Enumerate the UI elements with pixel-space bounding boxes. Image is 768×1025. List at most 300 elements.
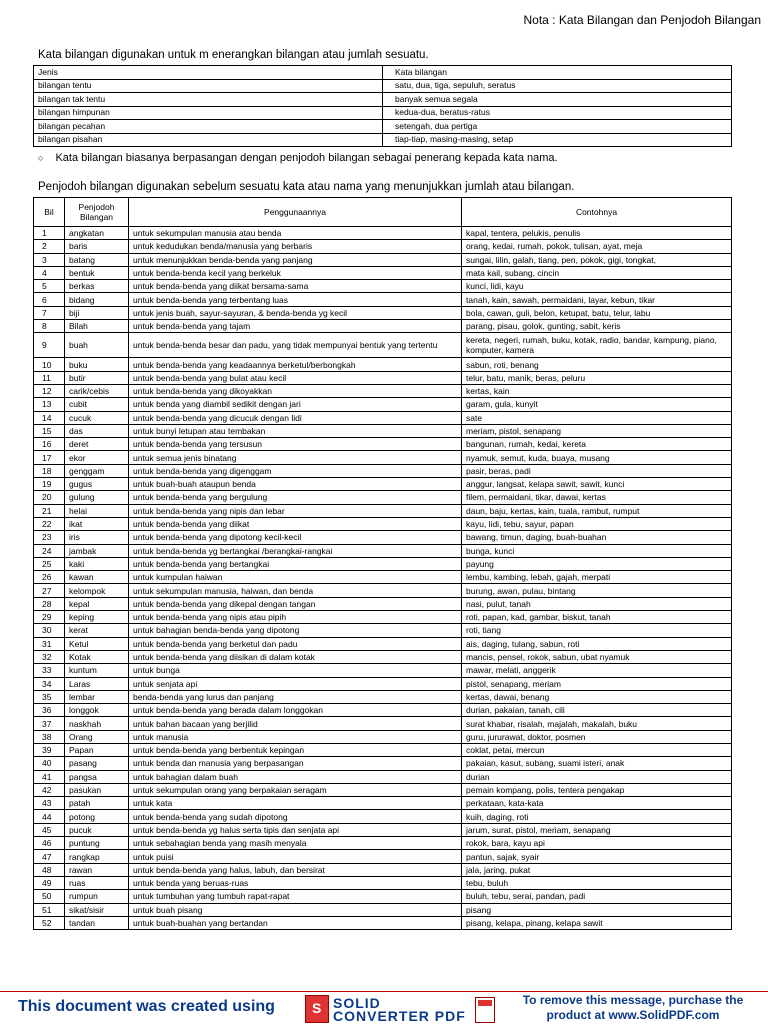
table-row (34, 371, 732, 384)
table-row (34, 903, 732, 916)
banner-left-text: This document was created using (18, 998, 275, 1015)
penggunaan-cell: untuk kedudukan benda/manusia yang berbaris (129, 240, 462, 253)
penggunaan-cell: untuk benda-benda yang dikepal dengan tangan (129, 597, 462, 610)
bil-cell: 38 (34, 730, 65, 743)
penjodoh-cell: buah (65, 333, 129, 358)
bil-cell: 33 (34, 664, 65, 677)
penggunaan-cell: untuk benda-benda yang diikat (129, 517, 462, 530)
penjodoh-cell: puntung (65, 837, 129, 850)
bil-cell: 36 (34, 704, 65, 717)
penjodoh-cell: bidang (65, 293, 129, 306)
penjodoh-cell: pasukan (65, 783, 129, 796)
jenis-cell: bilangan tentu (34, 79, 383, 93)
banner-right-line1: To remove this message, purchase the (522, 993, 744, 1007)
penggunaan-cell: untuk benda-benda yang dicucuk dengan lidi (129, 411, 462, 424)
contoh-cell: mawar, melati, anggerik (462, 664, 732, 677)
contoh-cell: bawang, timun, daging, buah-buahan (462, 531, 732, 544)
contoh-cell: kapal, tentera, pelukis, penulis (462, 227, 732, 240)
bil-cell: 2 (34, 240, 65, 253)
penjodoh-cell: bentuk (65, 266, 129, 279)
contoh-cell: pisang (462, 903, 732, 916)
contoh-cell: perkataan, kata-kata (462, 797, 732, 810)
penggunaan-cell: untuk benda-benda yang nipis atau pipih (129, 611, 462, 624)
penjodoh-cell: rawan (65, 863, 129, 876)
bil-cell: 47 (34, 850, 65, 863)
penjodoh-cell: das (65, 424, 129, 437)
table-header-row (34, 66, 732, 80)
bil-cell: 35 (34, 690, 65, 703)
penggunaan-cell: untuk benda-benda yang tersusun (129, 438, 462, 451)
table-row (34, 451, 732, 464)
penjodoh-cell: lembar (65, 690, 129, 703)
table-row (34, 624, 732, 637)
bil-cell: 46 (34, 837, 65, 850)
penggunaan-cell: untuk sekumpulan orang yang berpakaian seragam (129, 783, 462, 796)
penggunaan-cell: benda-benda yang lurus dan panjang (129, 690, 462, 703)
penjodoh-cell: tandan (65, 916, 129, 929)
bil-cell: 5 (34, 280, 65, 293)
bil-cell: 20 (34, 491, 65, 504)
contoh-cell: pasir, beras, padi (462, 464, 732, 477)
bil-cell: 31 (34, 637, 65, 650)
contoh-cell: guru, jururawat, doktor, posmen (462, 730, 732, 743)
kata-bilangan-cell: kedua-dua, beratus-ratus (383, 106, 732, 120)
contoh-cell: orang, kedai, rumah, pokok, tulisan, ayat, meja (462, 240, 732, 253)
bil-cell: 30 (34, 624, 65, 637)
penggunaan-cell: untuk buah-buah ataupun benda (129, 478, 462, 491)
penggunaan-cell: untuk jenis buah, sayur-sayuran, & benda-benda yg kecil (129, 306, 462, 319)
banner-right-text[interactable] (508, 993, 758, 1023)
bil-cell: 6 (34, 293, 65, 306)
table-row (34, 650, 732, 663)
pdf-icon (475, 997, 495, 1023)
penggunaan-cell: untuk benda-benda yang berketul dan padu (129, 637, 462, 650)
penggunaan-cell: untuk bahan bacaan yang berjilid (129, 717, 462, 730)
penggunaan-cell: untuk bunga (129, 664, 462, 677)
bil-cell: 8 (34, 320, 65, 333)
table-row (34, 704, 732, 717)
penggunaan-cell: untuk buah-buahan yang bertandan (129, 916, 462, 929)
penjodoh-cell: patah (65, 797, 129, 810)
penjodoh-cell: ekor (65, 451, 129, 464)
bil-cell: 9 (34, 333, 65, 358)
penggunaan-cell: untuk tumbuhan yang tumbuh rapat-rapat (129, 890, 462, 903)
contoh-cell: kunci, lidi, kayu (462, 280, 732, 293)
note-text (38, 152, 558, 164)
penjodoh-cell: iris (65, 531, 129, 544)
contoh-cell: pemain kompang, polis, tentera pengakap (462, 783, 732, 796)
contoh-cell: pistol, senapang, meriam (462, 677, 732, 690)
bil-cell: 14 (34, 411, 65, 424)
table-row (34, 491, 732, 504)
table-row (34, 478, 732, 491)
contoh-cell: payung (462, 557, 732, 570)
kata-bilangan-cell: tiap-tiap, masing-masing, setap (383, 133, 732, 147)
penggunaan-cell: untuk benda-benda kecil yang berkeluk (129, 266, 462, 279)
penjodoh-cell: ikat (65, 517, 129, 530)
table-row (34, 504, 732, 517)
table-row (34, 79, 732, 93)
penjodoh-cell: keping (65, 611, 129, 624)
bil-cell: 44 (34, 810, 65, 823)
bil-cell: 11 (34, 371, 65, 384)
penggunaan-cell: untuk sekumpulan manusia atau benda (129, 227, 462, 240)
table-row (34, 438, 732, 451)
table-row (34, 106, 732, 120)
bil-cell: 1 (34, 227, 65, 240)
penjodoh-cell: kerat (65, 624, 129, 637)
table-row (34, 333, 732, 358)
contoh-cell: kayu, lidi, tebu, sayur, papan (462, 517, 732, 530)
penggunaan-cell: untuk bahagian dalam buah (129, 770, 462, 783)
penggunaan-cell: untuk senjata api (129, 677, 462, 690)
penggunaan-cell: untuk benda-benda besar dan padu, yang tidak mempunyai bentuk yang tertentu (129, 333, 462, 358)
note-label: Kata bilangan biasanya berpasangan dengan penjodoh bilangan sebagai penerang kepada kata nama. (55, 152, 558, 164)
bil-cell: 17 (34, 451, 65, 464)
table-row (34, 93, 732, 107)
contoh-cell: filem, permaidani, tikar, dawai, kertas (462, 491, 732, 504)
table-row (34, 517, 732, 530)
penggunaan-cell: untuk menunjukkan benda-benda yang panjang (129, 253, 462, 266)
penjodoh-cell: gugus (65, 478, 129, 491)
bil-cell: 10 (34, 358, 65, 371)
table-row (34, 611, 732, 624)
penggunaan-cell: untuk benda-benda yang dipotong kecil-kecil (129, 531, 462, 544)
table-row (34, 411, 732, 424)
penjodoh-cell: biji (65, 306, 129, 319)
contoh-cell: telur, batu, manik, beras, peluru (462, 371, 732, 384)
logo-s-icon: S (305, 995, 329, 1023)
table-row (34, 306, 732, 319)
bil-cell: 21 (34, 504, 65, 517)
penggunaan-cell: untuk semua jenis binatang (129, 451, 462, 464)
jenis-cell: bilangan pecahan (34, 120, 383, 134)
table-row (34, 637, 732, 650)
penjodoh-cell: longgok (65, 704, 129, 717)
contoh-cell: sungai, lilin, galah, tiang, pen, pokok, gigi, tongkat, (462, 253, 732, 266)
table-row (34, 133, 732, 147)
contoh-cell: pisang, kelapa, pinang, kelapa sawit (462, 916, 732, 929)
penjodoh-cell: cucuk (65, 411, 129, 424)
table-row (34, 557, 732, 570)
contoh-cell: kertas, dawai, benang (462, 690, 732, 703)
header-bil: Bil (34, 198, 65, 227)
table-row (34, 823, 732, 836)
penjodoh-cell: kawan (65, 571, 129, 584)
contoh-cell: bangunan, rumah, kedai, kereta (462, 438, 732, 451)
penjodoh-cell: ruas (65, 876, 129, 889)
bil-cell: 3 (34, 253, 65, 266)
bil-cell: 45 (34, 823, 65, 836)
contoh-cell: bunga, kunci (462, 544, 732, 557)
penjodoh-cell: berkas (65, 280, 129, 293)
contoh-cell: pakaian, kasut, subang, suami isteri, anak (462, 757, 732, 770)
penjodoh-cell: butir (65, 371, 129, 384)
bil-cell: 19 (34, 478, 65, 491)
penjodoh-cell: kelompok (65, 584, 129, 597)
header-penggunaannya: Penggunaannya (129, 198, 462, 227)
table-row (34, 584, 732, 597)
bil-cell: 32 (34, 650, 65, 663)
penjodoh-cell: baris (65, 240, 129, 253)
contoh-cell: daun, baju, kertas, kain, tuala, rambut, rumput (462, 504, 732, 517)
table-row (34, 916, 732, 929)
penjodoh-cell: cubit (65, 398, 129, 411)
contoh-cell: garam, gula, kunyit (462, 398, 732, 411)
table-row (34, 783, 732, 796)
table-row (34, 730, 732, 743)
bil-cell: 51 (34, 903, 65, 916)
watermark-banner (0, 991, 768, 1025)
table-row (34, 717, 732, 730)
contoh-cell: anggur, langsat, kelapa sawit, sawit, kunci (462, 478, 732, 491)
penggunaan-cell: untuk sebahagian benda yang masih menyala (129, 837, 462, 850)
penjodoh-cell: sikat/sisir (65, 903, 129, 916)
contoh-cell: kereta, negeri, rumah, buku, kotak, radio, bandar, kampung, piano, komputer, kamera (462, 333, 732, 358)
penjodoh-cell: gulung (65, 491, 129, 504)
logo-line2: CONVERTER PDF (333, 1008, 466, 1024)
banner-right-line2: product at www.SolidPDF.com (546, 1008, 720, 1022)
jenis-cell: bilangan pisahan (34, 133, 383, 147)
penggunaan-cell: untuk benda-benda yang dikoyakkan (129, 384, 462, 397)
penjodoh-cell: pangsa (65, 770, 129, 783)
kata-bilangan-cell: setengah, dua pertiga (383, 120, 732, 134)
penggunaan-cell: untuk puisi (129, 850, 462, 863)
penggunaan-cell: untuk benda-benda yang bergulung (129, 491, 462, 504)
contoh-cell: bola, cawan, guli, belon, ketupat, batu, telur, labu (462, 306, 732, 319)
contoh-cell: rokok, bara, kayu api (462, 837, 732, 850)
contoh-cell: parang, pisau, golok, gunting, sabit, keris (462, 320, 732, 333)
penggunaan-cell: untuk benda yang diambil sedikit dengan jari (129, 398, 462, 411)
penggunaan-cell: untuk benda-benda yg halus serta tipis dan senjata api (129, 823, 462, 836)
contoh-cell: sabun, roti, benang (462, 358, 732, 371)
table-row (34, 398, 732, 411)
contoh-cell: buluh, tebu, serai, pandan, padi (462, 890, 732, 903)
contoh-cell: durian (462, 770, 732, 783)
penjodoh-cell: Kotak (65, 650, 129, 663)
table-row (34, 690, 732, 703)
bil-cell: 48 (34, 863, 65, 876)
table-row (34, 797, 732, 810)
table-row (34, 424, 732, 437)
intro-text: Kata bilangan digunakan untuk m enerangkan bilangan atau jumlah sesuatu. (38, 49, 429, 61)
contoh-cell: burung, awan, pulau, bintang (462, 584, 732, 597)
table-row (34, 876, 732, 889)
table-row (34, 253, 732, 266)
table-row (34, 280, 732, 293)
contoh-cell: meriam, pistol, senapang (462, 424, 732, 437)
table-row (34, 240, 732, 253)
contoh-cell: nasi, pulut, tanah (462, 597, 732, 610)
penjodoh-cell: Orang (65, 730, 129, 743)
penjodoh-cell: naskhah (65, 717, 129, 730)
table-row (34, 320, 732, 333)
header-jenis: Jenis (34, 66, 383, 80)
penjodoh-cell: kuntum (65, 664, 129, 677)
penggunaan-cell: untuk manusia (129, 730, 462, 743)
penjodoh-cell: Bilah (65, 320, 129, 333)
contoh-cell: kertas, kain (462, 384, 732, 397)
table-row (34, 757, 732, 770)
bil-cell: 49 (34, 876, 65, 889)
contoh-cell: kuih, daging, roti (462, 810, 732, 823)
table-row (34, 384, 732, 397)
penjodoh-cell: kaki (65, 557, 129, 570)
header-kata-bilangan: Kata bilangan (383, 66, 732, 80)
bil-cell: 15 (34, 424, 65, 437)
page-header-title: Nota : Kata Bilangan dan Penjodoh Bilangan (523, 13, 761, 27)
penggunaan-cell: untuk bahagian benda-benda yang dipotong (129, 624, 462, 637)
penggunaan-cell: untuk benda-benda yang keadaannya berketul/berbongkah (129, 358, 462, 371)
bil-cell: 39 (34, 743, 65, 756)
contoh-cell: mancis, pensel, rokok, sabun, ubat nyamuk (462, 650, 732, 663)
table-row (34, 810, 732, 823)
bullet-icon: ○ (38, 153, 44, 163)
penggunaan-cell: untuk buah pisang (129, 903, 462, 916)
jenis-cell: bilangan tak tentu (34, 93, 383, 107)
penjodoh-cell: kepal (65, 597, 129, 610)
penjodoh-cell: rangkap (65, 850, 129, 863)
table-row (34, 850, 732, 863)
bil-cell: 18 (34, 464, 65, 477)
table-row (34, 597, 732, 610)
penggunaan-cell: untuk kata (129, 797, 462, 810)
table-row (34, 120, 732, 134)
penjodoh-cell: jambak (65, 544, 129, 557)
bil-cell: 16 (34, 438, 65, 451)
penjodoh-cell: deret (65, 438, 129, 451)
penjodoh-cell: Papan (65, 743, 129, 756)
penggunaan-cell: untuk benda-benda yang bertangkai (129, 557, 462, 570)
bil-cell: 23 (34, 531, 65, 544)
bil-cell: 27 (34, 584, 65, 597)
penjodoh-cell: Ketul (65, 637, 129, 650)
kata-bilangan-cell: satu, dua, tiga, sepuluh, seratus (383, 79, 732, 93)
bil-cell: 22 (34, 517, 65, 530)
penggunaan-cell: untuk benda-benda yang halus, labuh, dan bersirat (129, 863, 462, 876)
table-row (34, 293, 732, 306)
contoh-cell: coklat, petai, mercun (462, 743, 732, 756)
bil-cell: 13 (34, 398, 65, 411)
penggunaan-cell: untuk benda-benda yang nipis dan lebar (129, 504, 462, 517)
penjodoh-cell: pasang (65, 757, 129, 770)
bil-cell: 40 (34, 757, 65, 770)
bil-cell: 25 (34, 557, 65, 570)
contoh-cell: pantun, sajak, syair (462, 850, 732, 863)
contoh-cell: ais, daging, tulang, sabun, roti (462, 637, 732, 650)
bil-cell: 41 (34, 770, 65, 783)
table-row (34, 571, 732, 584)
table-row (34, 664, 732, 677)
penggunaan-cell: untuk sekumpulan manusia, haiwan, dan benda (129, 584, 462, 597)
table-row (34, 266, 732, 279)
penjodoh-bilangan-table (33, 197, 732, 930)
penggunaan-cell: untuk benda-benda yang terbentang luas (129, 293, 462, 306)
contoh-cell: surat khabar, risalah, majalah, makalah, buku (462, 717, 732, 730)
penjodoh-cell: buku (65, 358, 129, 371)
bil-cell: 4 (34, 266, 65, 279)
table-row (34, 544, 732, 557)
bil-cell: 28 (34, 597, 65, 610)
penjodoh-cell: genggam (65, 464, 129, 477)
contoh-cell: nyamuk, semut, kuda, buaya, musang (462, 451, 732, 464)
penjodoh-cell: batang (65, 253, 129, 266)
bil-cell: 24 (34, 544, 65, 557)
intro2-text: Penjodoh bilangan digunakan sebelum sesuatu kata atau nama yang menunjukkan jumlah atau bilangan. (38, 181, 575, 193)
contoh-cell: roti, papan, kad, gambar, biskut, tanah (462, 611, 732, 624)
header-penjodoh: Penjodoh Bilangan (65, 198, 129, 227)
penggunaan-cell: untuk benda-benda yang digenggam (129, 464, 462, 477)
kata-bilangan-table (33, 65, 732, 147)
table-row (34, 531, 732, 544)
bil-cell: 12 (34, 384, 65, 397)
table-row (34, 770, 732, 783)
penggunaan-cell: untuk benda-benda yang tajam (129, 320, 462, 333)
penggunaan-cell: untuk benda yang beruas-ruas (129, 876, 462, 889)
penggunaan-cell: untuk benda-benda yang diisikan di dalam kotak (129, 650, 462, 663)
table-row (34, 863, 732, 876)
table-row (34, 358, 732, 371)
contoh-cell: jala, jaring, pukat (462, 863, 732, 876)
penjodoh-cell: angkatan (65, 227, 129, 240)
penjodoh-cell: helai (65, 504, 129, 517)
table-row (34, 837, 732, 850)
penjodoh-cell: rumpun (65, 890, 129, 903)
penggunaan-cell: untuk bunyi letupan atau tembakan (129, 424, 462, 437)
penggunaan-cell: untuk benda-benda yang diikat bersama-sama (129, 280, 462, 293)
penggunaan-cell: untuk benda-benda yg bertangkai /berangkai-rangkai (129, 544, 462, 557)
contoh-cell: mata kail, subang, cincin (462, 266, 732, 279)
jenis-cell: bilangan himpunan (34, 106, 383, 120)
penggunaan-cell: untuk kumpulan haiwan (129, 571, 462, 584)
contoh-cell: sate (462, 411, 732, 424)
table-row (34, 890, 732, 903)
penjodoh-cell: potong (65, 810, 129, 823)
contoh-cell: lembu, kambing, lebah, gajah, merpati (462, 571, 732, 584)
penggunaan-cell: untuk benda dan manusia yang berpasangan (129, 757, 462, 770)
table-row (34, 743, 732, 756)
bil-cell: 50 (34, 890, 65, 903)
penggunaan-cell: untuk benda-benda yang bulat atau kecil (129, 371, 462, 384)
bil-cell: 37 (34, 717, 65, 730)
bil-cell: 52 (34, 916, 65, 929)
penggunaan-cell: untuk benda-benda yang sudah dipotong (129, 810, 462, 823)
logo-line1: SOLID (333, 995, 381, 1011)
kata-bilangan-cell: banyak semua segala (383, 93, 732, 107)
contoh-cell: tebu, buluh (462, 876, 732, 889)
penggunaan-cell: untuk benda-benda yang berada dalam longgokan (129, 704, 462, 717)
contoh-cell: jarum, surat, pistol, meriam, senapang (462, 823, 732, 836)
bil-cell: 29 (34, 611, 65, 624)
solid-converter-logo[interactable] (305, 995, 500, 1023)
contoh-cell: roti, tiang (462, 624, 732, 637)
contoh-cell: durian, pakaian, tanah, cili (462, 704, 732, 717)
table-row (34, 677, 732, 690)
bil-cell: 43 (34, 797, 65, 810)
penjodoh-cell: carik/cebis (65, 384, 129, 397)
bil-cell: 7 (34, 306, 65, 319)
penjodoh-cell: pucuk (65, 823, 129, 836)
bil-cell: 34 (34, 677, 65, 690)
table-row (34, 464, 732, 477)
bil-cell: 42 (34, 783, 65, 796)
table-row (34, 227, 732, 240)
bil-cell: 26 (34, 571, 65, 584)
penjodoh-cell: Laras (65, 677, 129, 690)
contoh-cell: tanah, kain, sawah, permaidani, layar, kebun, tikar (462, 293, 732, 306)
penggunaan-cell: untuk benda-benda yang berbentuk kepingan (129, 743, 462, 756)
header-contohnya: Contohnya (462, 198, 732, 227)
